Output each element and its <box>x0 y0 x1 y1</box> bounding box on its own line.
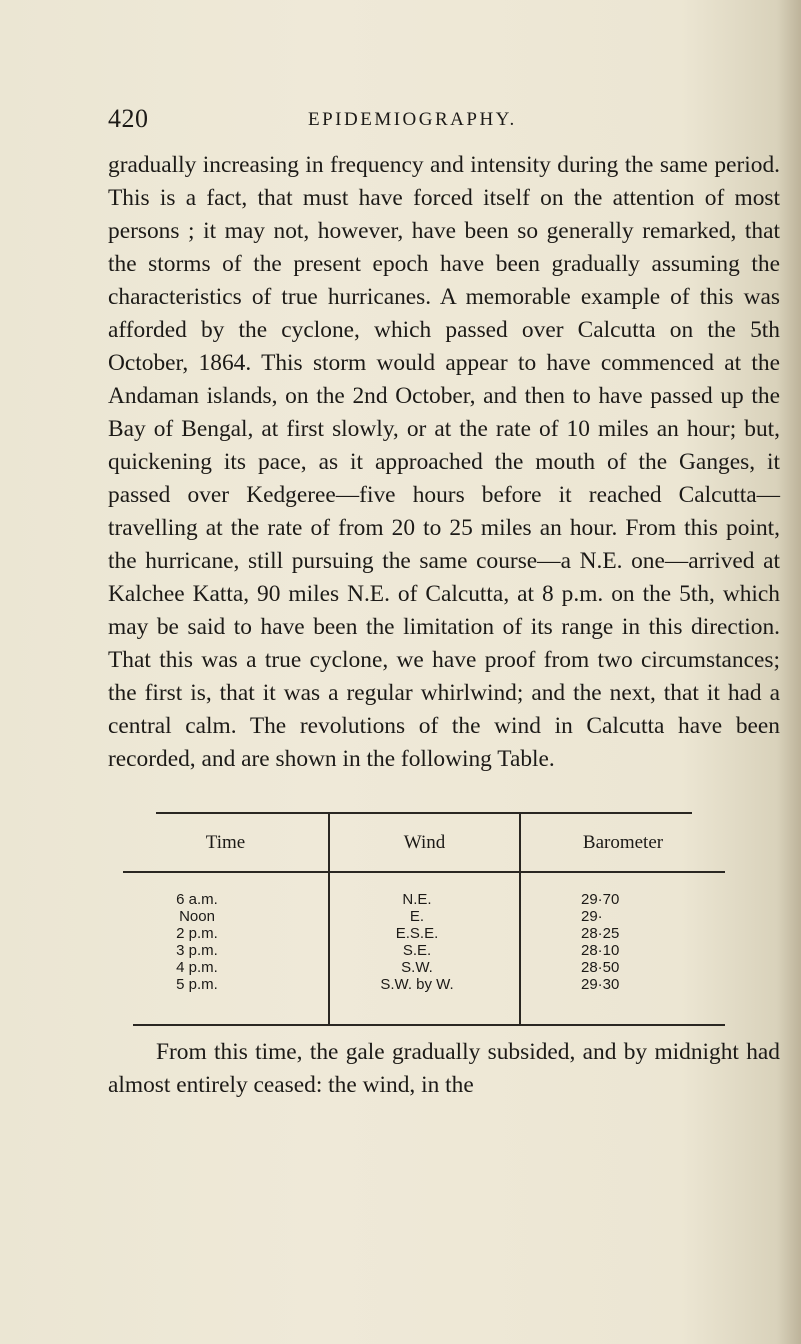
wind-cell: S.W. <box>401 959 433 976</box>
wind-cell: E.S.E. <box>395 925 439 942</box>
barometer-cell: 29· <box>581 908 603 925</box>
time-cell: 3 p.m. <box>176 942 218 959</box>
time-column <box>161 891 233 993</box>
barometer-cell: 28·10 <box>581 942 620 959</box>
time-cell: 2 p.m. <box>176 925 218 942</box>
header-time: Time <box>205 832 246 853</box>
wind-cell: N.E. <box>402 891 432 908</box>
continuation-paragraph: From this time, the gale gradually subsided, and by midnight had almost entirely ceased: the wind, in the <box>108 1039 780 1098</box>
barometer-column <box>581 891 641 993</box>
time-cell: 6 a.m. <box>176 891 218 908</box>
time-cell: Noon <box>179 908 215 925</box>
barometer-cell: 28·50 <box>581 959 620 976</box>
wind-cell: S.W. by W. <box>380 976 454 993</box>
table-header-rule <box>123 871 725 873</box>
time-cell: 5 p.m. <box>176 976 218 993</box>
wind-cell: E. <box>409 908 425 925</box>
page-header <box>108 104 708 138</box>
main-paragraph: gradually increasing in frequency and intensity during the same period. This is a fact, that must have forced itself on the attention of most persons ; it may not, however, have been so generally remarked, that the storms of the present epoch have been gradually assuming the characteristics of true hurricanes. A memorable example of this was afforded by the cyclone, which passed over Calcutta on the 5th October, 1864. This storm would appear to have commenced at the Andaman islands, on the 2nd October, and then to have passed up the Bay of Bengal, at first slowly, or at the rate of 10 miles an hour; but, quickening its pace, as it approached the mouth of the Ganges, it passed over Kedgeree—five hours before it reached Calcutta—travelling at the rate of from 20 to 25 miles an hour. From this point, the hurricane, still pursuing the same course—a N.E. one—arrived at Kalchee Katta, 90 miles N.E. of Calcutta, at 8 p.m. on the 5th, which may be said to have been the limitation of its range in this direction. That this was a true cyclone, we have proof from two circumstances; the first is, that it was a regular whirlwind; and the next, that it had a central calm. The revolutions of the wind in Calcutta have been recorded, and are shown in the following Table. <box>108 152 780 772</box>
table-bottom-rule <box>133 1024 725 1026</box>
header-barometer: Barometer <box>582 832 664 853</box>
main-paragraph-block <box>108 149 780 776</box>
barometer-cell: 28·25 <box>581 925 620 942</box>
barometer-cell: 29·70 <box>581 891 620 908</box>
wind-cell: S.E. <box>402 942 432 959</box>
continuation-paragraph-block <box>108 1036 780 1102</box>
table-top-rule <box>156 812 692 814</box>
running-title: EPIDEMIOGRAPHY. <box>308 109 517 130</box>
page-number: 420 <box>108 104 149 133</box>
header-wind: Wind <box>403 832 446 853</box>
wind-barometer-table <box>123 812 725 1026</box>
barometer-cell: 29·30 <box>581 976 620 993</box>
wind-column <box>347 891 487 993</box>
time-cell: 4 p.m. <box>176 959 218 976</box>
